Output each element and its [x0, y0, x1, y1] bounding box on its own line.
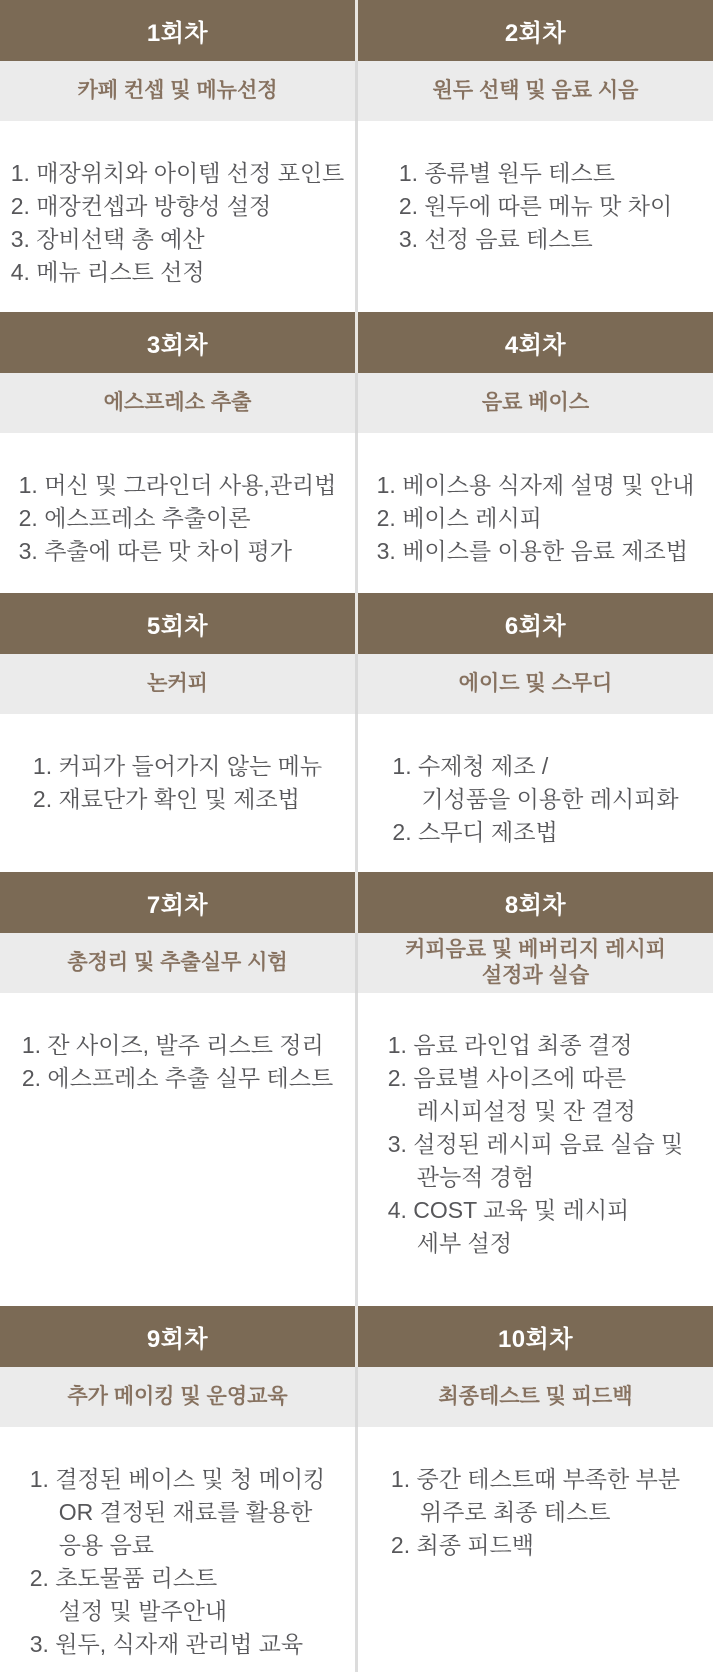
content-item [33, 783, 322, 816]
item-line: 관능적 경험 [416, 1164, 535, 1190]
item-line: 1. 베이스용 식자제 설명 및 안내 [376, 472, 695, 498]
item-line: 3. 추출에 따른 맛 차이 평가 [18, 538, 292, 564]
session-number: 4회차 [504, 332, 567, 359]
row-sub [0, 61, 713, 121]
content-item [399, 190, 672, 223]
content-item [388, 1062, 684, 1128]
content-items [11, 157, 345, 289]
item-line: 2. 에스프레소 추출이론 [18, 505, 251, 531]
item-line: 1. 종류별 원두 테스트 [398, 160, 615, 186]
session-number: 9회차 [146, 1326, 209, 1353]
subtitle-line: 최종테스트 및 피드백 [438, 1385, 633, 1408]
content-item [11, 223, 345, 256]
item-line: 3. 선정 음료 테스트 [398, 226, 593, 252]
session-group [0, 312, 713, 593]
session-number: 5회차 [146, 613, 209, 640]
subtitle-line: 추가 메이킹 및 운영교육 [67, 1385, 288, 1408]
content-item [33, 750, 322, 783]
content-items [388, 1029, 684, 1260]
content-items [377, 469, 695, 568]
session-content [0, 993, 355, 1306]
item-line: 2. 베이스 레시피 [376, 505, 542, 531]
item-line: 4. 메뉴 리스트 선정 [10, 259, 205, 285]
session-subtitle [0, 933, 355, 993]
content-items [392, 750, 678, 849]
item-line: 2. 음료별 사이즈에 따른 [387, 1065, 627, 1091]
session-group [0, 593, 713, 872]
content-item [19, 535, 337, 568]
content-items [22, 1029, 333, 1095]
row-content [0, 714, 713, 872]
subtitle-line: 음료 베이스 [481, 391, 590, 414]
session-number: 1회차 [146, 20, 209, 47]
item-line: 기성품을 이용한 레시피화 [421, 786, 679, 812]
row-hdr [0, 0, 713, 61]
row-hdr [0, 872, 713, 933]
session-content [0, 433, 355, 593]
item-line: 1. 중간 테스트때 부족한 부분 [390, 1466, 681, 1492]
session-subtitle [0, 61, 355, 121]
session-content [358, 993, 713, 1306]
content-item [30, 1463, 326, 1562]
content-item [399, 223, 672, 256]
item-line: 세부 설정 [416, 1230, 512, 1256]
content-item [388, 1128, 684, 1194]
session-header [358, 0, 713, 61]
subtitle-line: 논커피 [147, 672, 208, 695]
session-number: 6회차 [504, 613, 567, 640]
item-line: 1. 잔 사이즈, 발주 리스트 정리 [21, 1032, 324, 1058]
subtitle-line: 커피음료 및 베버리지 레시피 [405, 938, 666, 961]
session-subtitle [358, 1367, 713, 1427]
session-number: 10회차 [497, 1326, 574, 1353]
row-hdr [0, 593, 713, 654]
content-item [377, 469, 695, 502]
content-items [19, 469, 337, 568]
session-group [0, 0, 713, 312]
content-item [11, 190, 345, 223]
session-header [358, 312, 713, 373]
session-header [358, 593, 713, 654]
session-header [358, 1306, 713, 1367]
subtitle-line: 에스프레소 추출 [103, 391, 252, 414]
content-item [22, 1062, 333, 1095]
content-item [11, 256, 345, 289]
session-subtitle [0, 654, 355, 714]
item-line: 1. 커피가 들어가지 않는 메뉴 [32, 753, 323, 779]
content-item [377, 535, 695, 568]
content-items [399, 157, 672, 256]
subtitle-line: 총정리 및 추출실무 시험 [67, 951, 288, 974]
item-line: 1. 결정된 베이스 및 청 메이킹 [29, 1466, 326, 1492]
item-line: 응용 음료 [58, 1532, 154, 1558]
row-content [0, 121, 713, 312]
session-header [0, 872, 355, 933]
session-subtitle [358, 654, 713, 714]
item-line: 위주로 최종 테스트 [419, 1499, 611, 1525]
item-line: OR 결정된 재료를 활용한 [58, 1499, 313, 1525]
item-line: 2. 에스프레소 추출 실무 테스트 [21, 1065, 334, 1091]
session-group [0, 1306, 713, 1672]
row-content [0, 993, 713, 1306]
session-header [0, 593, 355, 654]
row-sub [0, 373, 713, 433]
item-line: 1. 수제청 제조 / [392, 753, 549, 779]
content-item [19, 469, 337, 502]
session-header [358, 872, 713, 933]
content-item [388, 1029, 684, 1062]
session-subtitle [0, 1367, 355, 1427]
row-content [0, 433, 713, 593]
item-line: 2. 재료단가 확인 및 제조법 [32, 786, 300, 812]
session-header [0, 0, 355, 61]
row-hdr [0, 312, 713, 373]
session-content [0, 121, 355, 312]
session-header [0, 312, 355, 373]
subtitle-line: 카페 컨셉 및 메뉴선정 [77, 79, 278, 102]
session-content [358, 714, 713, 872]
content-item [377, 502, 695, 535]
session-subtitle [358, 61, 713, 121]
subtitle-line: 설정과 실습 [481, 964, 590, 987]
session-group [0, 872, 713, 1306]
row-sub [0, 1367, 713, 1427]
item-line: 3. 원두, 식자재 관리법 교육 [29, 1631, 304, 1657]
session-number: 3회차 [146, 332, 209, 359]
session-content [358, 433, 713, 593]
item-line: 3. 장비선택 총 예산 [10, 226, 205, 252]
content-item [30, 1628, 326, 1661]
row-content [0, 1427, 713, 1672]
session-subtitle [358, 933, 713, 993]
item-line: 4. COST 교육 및 레시피 [387, 1197, 630, 1223]
row-hdr [0, 1306, 713, 1367]
session-content [358, 1427, 713, 1672]
session-number: 2회차 [504, 20, 567, 47]
content-item [388, 1194, 684, 1260]
session-content [358, 121, 713, 312]
session-subtitle [0, 373, 355, 433]
content-item [392, 816, 678, 849]
item-line: 2. 최종 피드백 [390, 1532, 534, 1558]
item-line: 레시피설정 및 잔 결정 [416, 1098, 636, 1124]
item-line: 3. 베이스를 이용한 음료 제조법 [376, 538, 688, 564]
item-line: 2. 매장컨셉과 방향성 설정 [10, 193, 272, 219]
content-item [391, 1463, 680, 1529]
content-item [22, 1029, 333, 1062]
content-item [392, 750, 678, 816]
item-line: 2. 초도물품 리스트 [29, 1565, 218, 1591]
content-item [19, 502, 337, 535]
session-content [0, 714, 355, 872]
item-line: 1. 머신 및 그라인더 사용,관리법 [18, 472, 337, 498]
subtitle-line: 원두 선택 및 음료 시음 [432, 79, 639, 102]
item-line: 1. 매장위치와 아이템 선정 포인트 [10, 160, 345, 186]
content-item [11, 157, 345, 190]
session-number: 7회차 [146, 892, 209, 919]
item-line: 2. 스무디 제조법 [392, 819, 558, 845]
content-items [30, 1463, 326, 1661]
session-subtitle [358, 373, 713, 433]
content-item [391, 1529, 680, 1562]
session-header [0, 1306, 355, 1367]
row-sub [0, 654, 713, 714]
item-line: 3. 설정된 레시피 음료 실습 및 [387, 1131, 684, 1157]
content-items [391, 1463, 680, 1562]
item-line: 2. 원두에 따른 메뉴 맛 차이 [398, 193, 673, 219]
session-number: 8회차 [504, 892, 567, 919]
item-line: 1. 음료 라인업 최종 결정 [387, 1032, 633, 1058]
subtitle-line: 에이드 및 스무디 [458, 672, 613, 695]
session-content [0, 1427, 355, 1672]
content-item [30, 1562, 326, 1628]
row-sub [0, 933, 713, 993]
item-line: 설정 및 발주안내 [58, 1598, 228, 1624]
content-items [33, 750, 322, 816]
content-item [399, 157, 672, 190]
